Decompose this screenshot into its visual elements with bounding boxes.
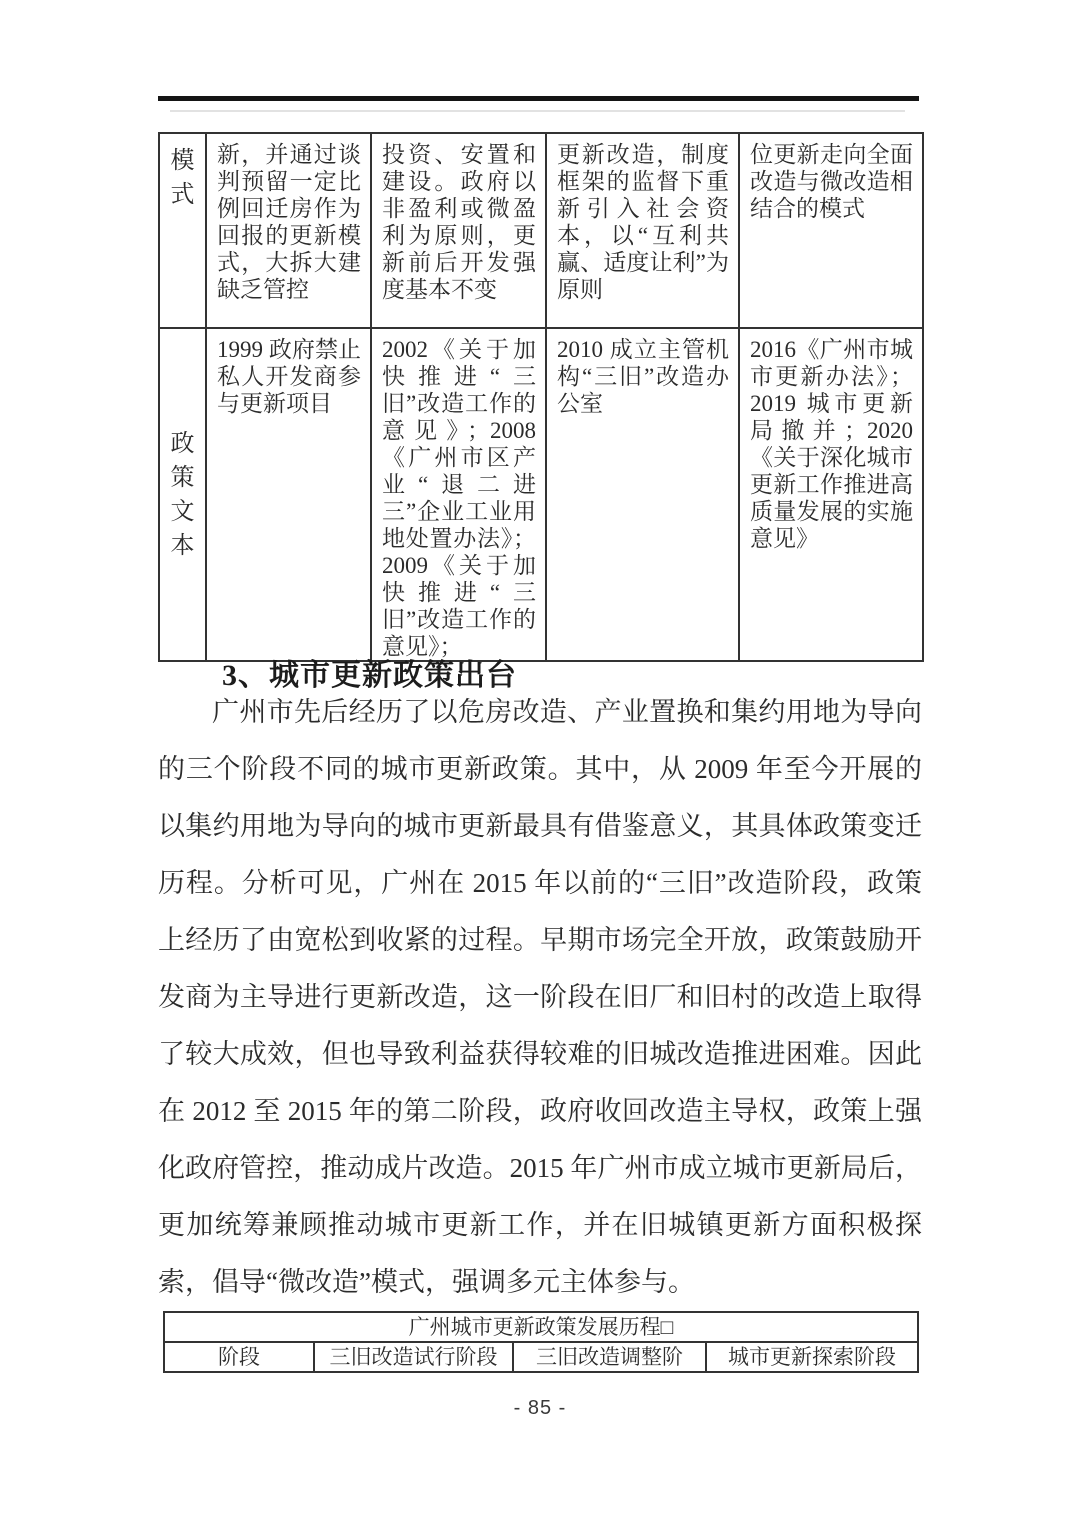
- cell-mode-explore: 更新改造，制度框架的监督下重新引入社会资本，以“互利共赢、适度让利”为原则: [546, 133, 739, 328]
- cell-mode-adjust: 投资、安置和建设。政府以非盈利或微盈利为原则，更新前后开发强度基本不变: [371, 133, 546, 328]
- row-header-mode: 模式: [159, 133, 206, 328]
- table-header-row: [164, 1342, 918, 1372]
- header-rule-shadow: [170, 110, 905, 112]
- column-header-pilot-stage: 三旧改造试行阶段: [314, 1342, 513, 1372]
- body-paragraph: 广州市先后经历了以危房改造、产业置换和集约用地为导向的三个阶段不同的城市更新政策。其中，从 2009 年至今开展的以集约用地为导向的城市更新最具有借鉴意义，其具体政策变迁历程。分析可见，广州在 2015 年以前的“三旧”改造阶段，政策上经历了由宽松到收紧的过程。早期市场完全开放，政策鼓励开发商为主导进行更新改造，这一阶段在旧厂和旧村的改造上取得了较大成效，但也导致利益获得较难的旧城改造推进困难。因此在 2012 至 2015 年的第二阶段，政府收回改造主导权，政策上强化政府管控，推动成片改造。2015 年广州市成立城市更新局后，更加统筹兼顾推动城市更新工作，并在旧城镇更新方面积极探索，倡导“微改造”模式，强调多元主体参与。: [158, 697, 922, 1297]
- header-rule: [158, 96, 919, 101]
- row-header-policy-text: 政策文本: [159, 328, 206, 661]
- column-header-adjust-stage: 三旧改造调整阶: [513, 1342, 706, 1372]
- cell-policy-adjust: 2002《关于加快推进“三旧”改造工作的意见》；2008《广州市区产业“退二进三”企业工业用地处置办法》；2009《关于加快推进“三旧”改造工作的意见》；: [371, 328, 546, 661]
- table-row: [159, 133, 923, 328]
- page-number: - 85 -: [513, 1397, 567, 1419]
- cell-policy-current: 2016《广州市城市更新办法》；2019 城市更新局撤并；2020《关于深化城市更新工作推进高质量发展的实施意见》: [739, 328, 923, 661]
- table-title: 广州城市更新政策发展历程□: [164, 1312, 918, 1342]
- section-heading: 3、城市更新政策出台: [222, 659, 517, 692]
- column-header-explore-stage: 城市更新探索阶段: [706, 1342, 918, 1372]
- cell-policy-pilot: 1999 政府禁止私人开发商参与更新项目: [206, 328, 371, 661]
- cell-mode-current: 位更新走向全面改造与微改造相结合的模式: [739, 133, 923, 328]
- cell-policy-explore: 2010 成立主管机构“三旧”改造办公室: [546, 328, 739, 661]
- policy-history-table: [163, 1311, 919, 1373]
- cell-mode-pilot: 新，并通过谈判预留一定比例回迁房作为回报的更新模式，大拆大建缺乏管控: [206, 133, 371, 328]
- column-header-stage: 阶段: [164, 1342, 314, 1372]
- table-title-row: [164, 1312, 918, 1342]
- table-row: [159, 328, 923, 661]
- policy-comparison-table: [158, 132, 924, 662]
